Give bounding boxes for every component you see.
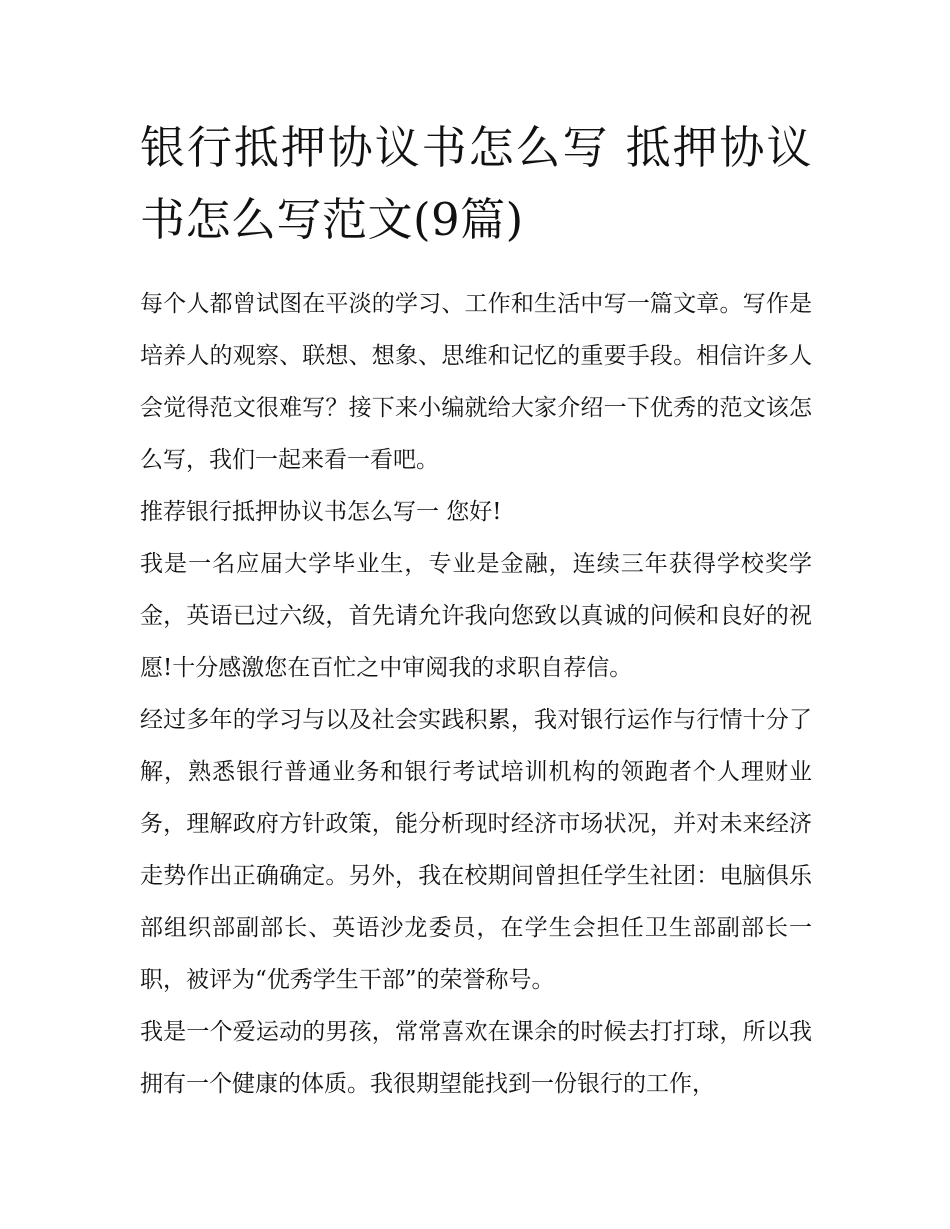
body-paragraph: 经过多年的学习与以及社会实践积累，我对银行运作与行情十分了解，熟悉银行普通业务和银行考试培训机构的领跑者个人理财业务，理解政府方针政策，能分析现时经济市场状况，并对未来经济走势作出正确确定。另外，我在校期间曾担任学生社团：电脑俱乐部组织部副部长、英语沙龙委员，在学生会担任卫生部副部长一职，被评为“优秀学生干部”的荣誉称号。 <box>140 707 812 993</box>
section-heading-paragraph: 推荐银行抵押协议书怎么写一 您好! <box>140 499 502 525</box>
document-title: 银行抵押协议书怎么写 抵押协议书怎么写范文(9篇) <box>140 121 812 246</box>
body-paragraph: 我是一个爱运动的男孩，常常喜欢在课余的时候去打打球，所以我拥有一个健康的体质。我很期望能找到一份银行的工作， <box>140 1019 812 1097</box>
document-body <box>140 112 812 1110</box>
intro-paragraph: 每个人都曾试图在平淡的学习、工作和生活中写一篇文章。写作是培养人的观察、联想、想象、思维和记忆的重要手段。相信许多人会觉得范文很难写？接下来小编就给大家介绍一下优秀的范文该怎么写，我们一起来看一看吧。 <box>140 291 812 473</box>
body-paragraph: 我是一名应届大学毕业生，专业是金融，连续三年获得学校奖学金，英语已过六级，首先请允许我向您致以真诚的问候和良好的祝愿!十分感激您在百忙之中审阅我的求职自荐信。 <box>140 551 812 681</box>
